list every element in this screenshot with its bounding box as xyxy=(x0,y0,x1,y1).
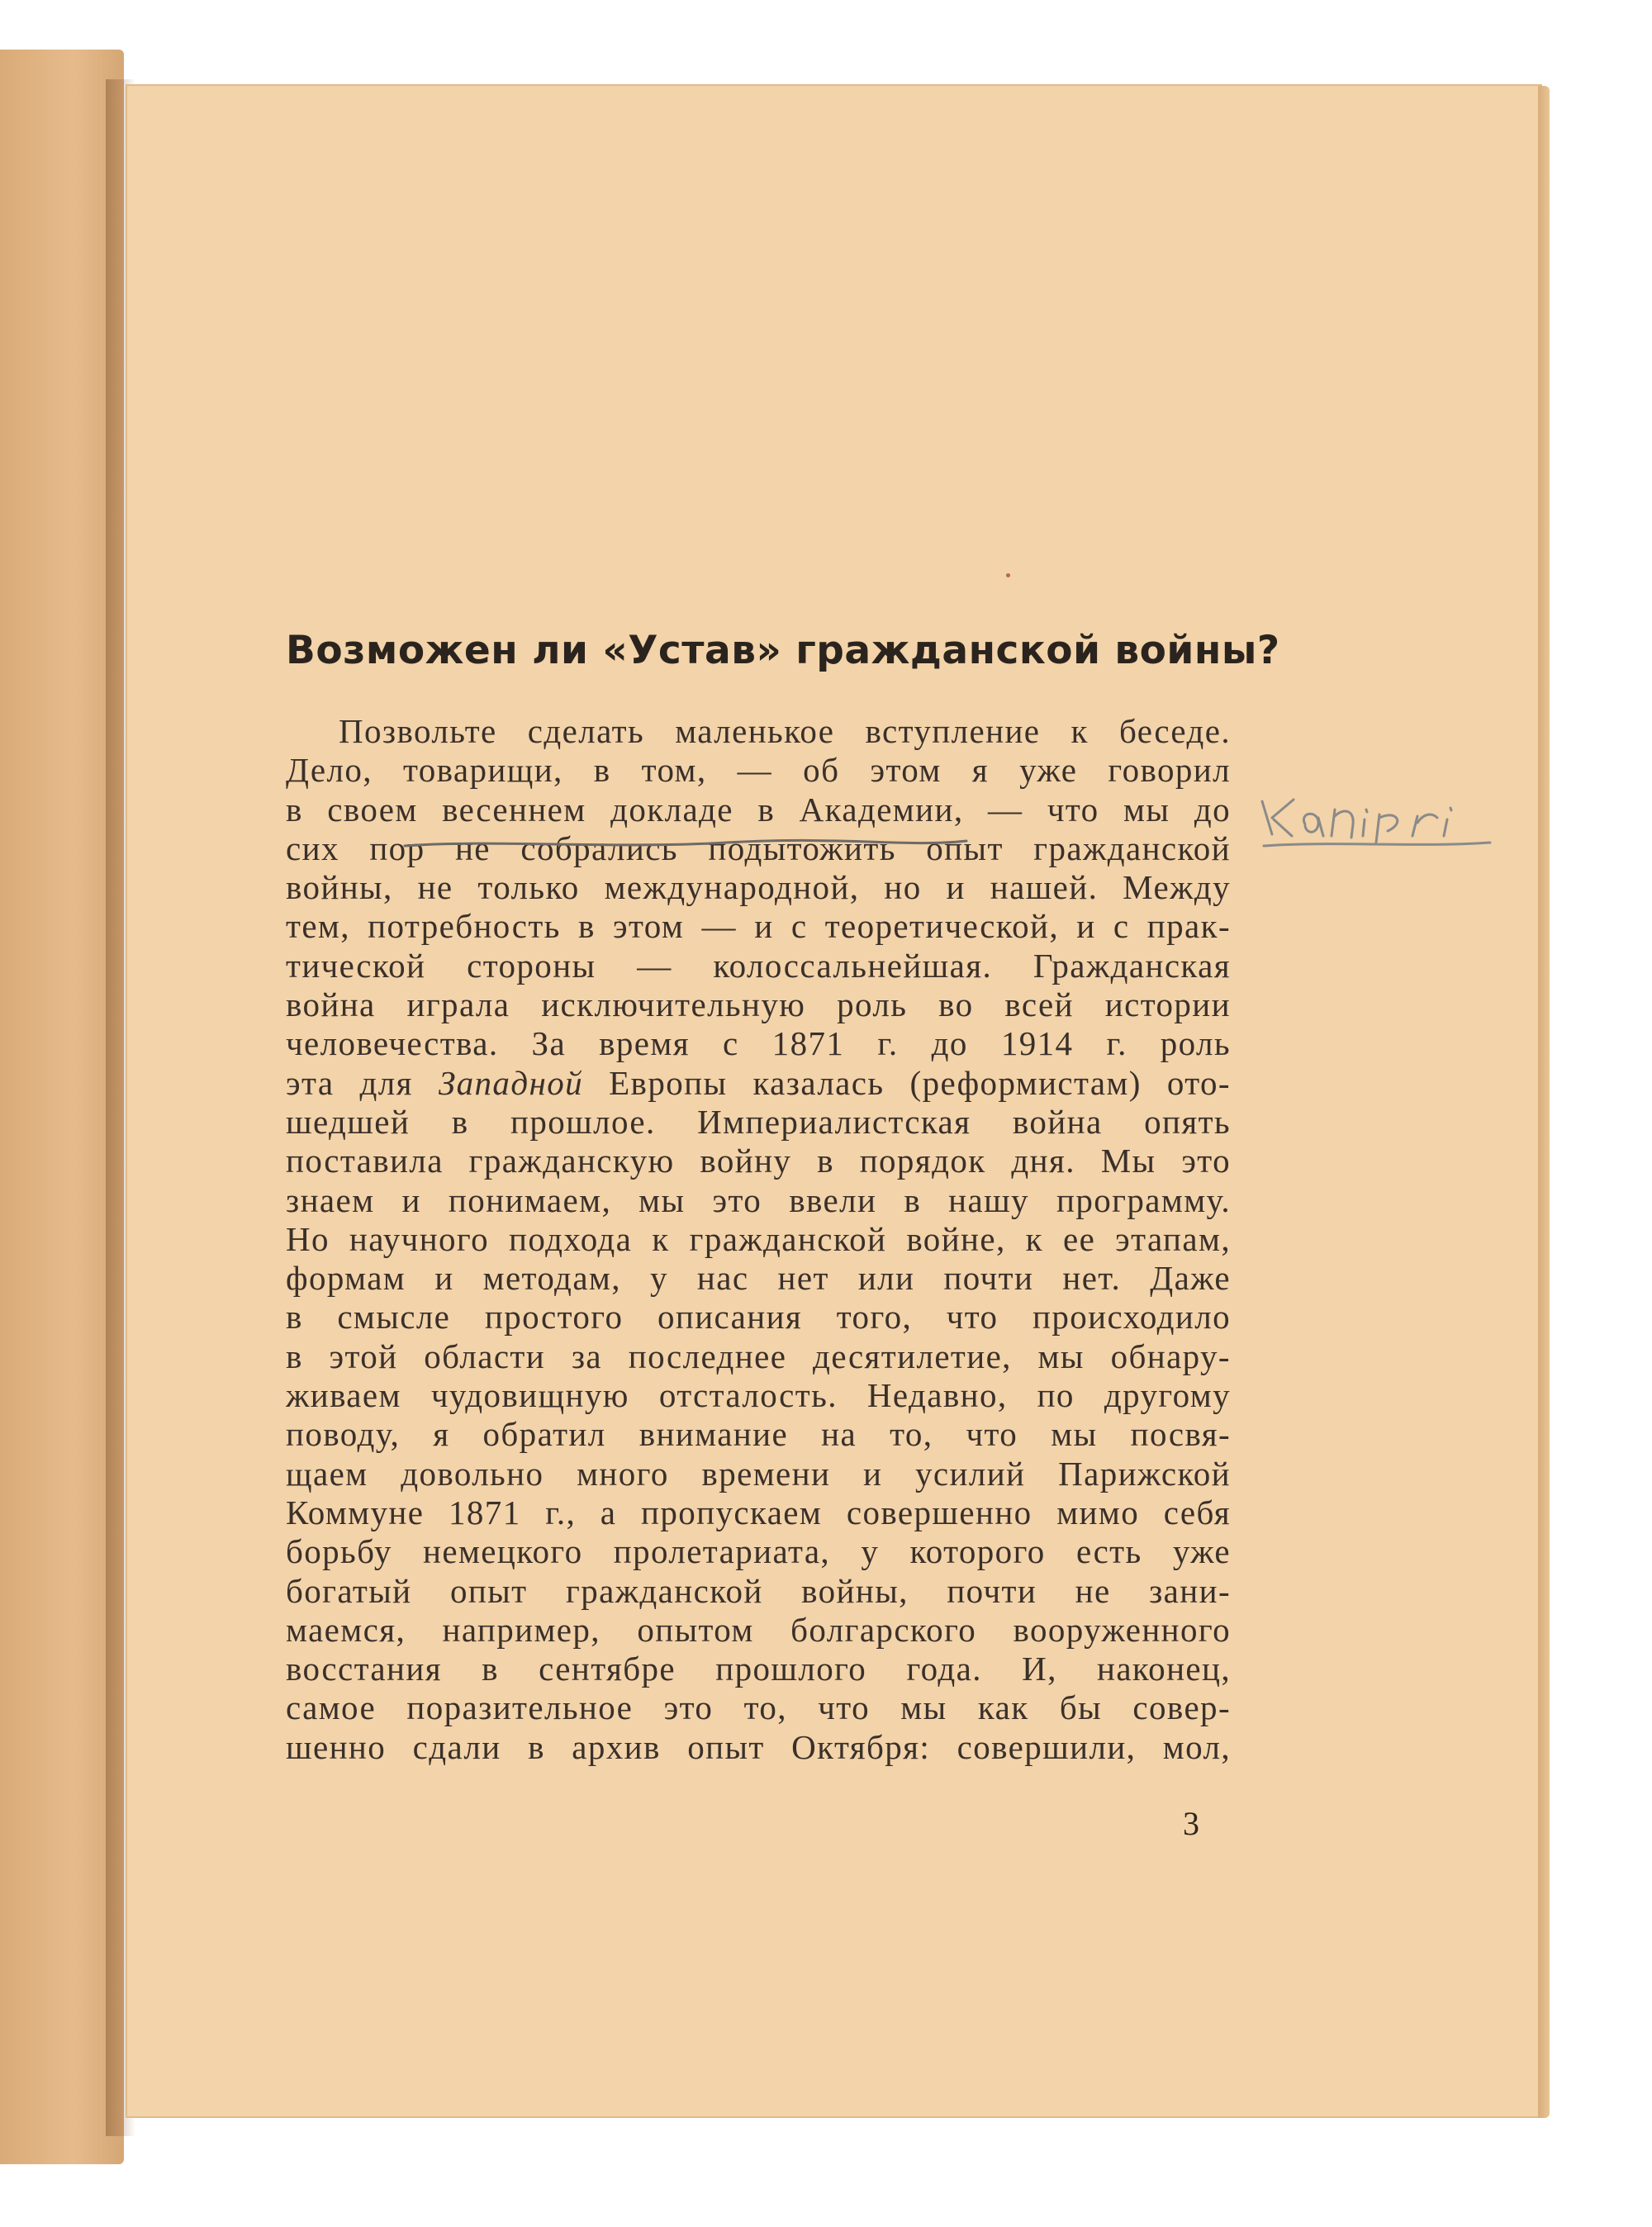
page-number: 3 xyxy=(1183,1805,1199,1842)
text-line: самое поразительное это то, что мы как бы совер- xyxy=(286,1688,1231,1727)
text-fragment: Европы казалась (реформистам) ото- xyxy=(609,1063,1231,1102)
text-line: Позвольте сделать маленькое вступление к беседе. xyxy=(339,712,1231,750)
text-line: тем, потребность в этом — и с теоретической, и с прак- xyxy=(286,907,1231,946)
page-edge xyxy=(1538,86,1550,2118)
text-line: шенно сдали в архив опыт Октября: совершили, мол, xyxy=(286,1727,1231,1766)
text-line: война играла исключительную роль во всей истории xyxy=(286,985,1231,1024)
text-line: войны, не только международной, но и нашей. Между xyxy=(286,868,1231,907)
text-line: сих пор не собрались подытожить опыт гражданской xyxy=(286,829,1231,867)
text-line: щаем довольно много времени и усилий Парижской xyxy=(286,1454,1231,1493)
text-line: живаем чудовищную отсталость. Недавно, по другому xyxy=(286,1376,1231,1415)
text-line: борьбу немецкого пролетариата, у которого есть уже xyxy=(286,1532,1231,1571)
text-line: тической стороны — колоссальнейшая. Гражданская xyxy=(286,946,1231,985)
text-line: в своем весеннем докладе в Академии, — что мы до xyxy=(286,790,1231,829)
chapter-heading: Возможен ли «Устав» гражданской войны? xyxy=(286,628,1280,673)
text-line: Но научного подхода к гражданской войне, к ее этапам, xyxy=(286,1219,1231,1258)
text-line: поводу, я обратил внимание на то, что мы посвя- xyxy=(286,1415,1231,1454)
text-line: Дело, товарищи, в том, — об этом я уже говорил xyxy=(286,751,1231,790)
italic-word: Западной xyxy=(438,1063,584,1102)
text-line: поставила гражданскую войну в порядок дня. Мы это xyxy=(286,1142,1231,1180)
body-text xyxy=(286,712,1231,1767)
text-fragment: эта для xyxy=(286,1063,413,1102)
text-line: маемся, например, опытом болгарского вооруженного xyxy=(286,1610,1231,1649)
text-line: в этой области за последнее десятилетие, мы обнару- xyxy=(286,1337,1231,1375)
paper-speck xyxy=(1006,573,1010,577)
pencil-underline xyxy=(396,828,975,861)
text-line: Коммуне 1871 г., а пропускаем совершенно мимо себя xyxy=(286,1493,1231,1531)
text-line: формам и методам, у нас нет или почти нет. Даже xyxy=(286,1259,1231,1298)
text-line: знаем и понимаем, мы это ввели в нашу программу. xyxy=(286,1180,1231,1219)
text-line: шедшей в прошлое. Империалистская война опять xyxy=(286,1102,1231,1141)
text-line-with-italic xyxy=(286,1064,1231,1103)
text-line: человечества. За время с 1871 г. до 1914 г. роль xyxy=(286,1024,1231,1063)
text-line: восстания в сентябре прошлого года. И, наконец, xyxy=(286,1650,1231,1688)
text-line: в смысле простого описания того, что происходило xyxy=(286,1298,1231,1337)
handwritten-margin-note xyxy=(1256,776,1495,851)
text-line: богатый опыт гражданской войны, почти не зани- xyxy=(286,1571,1231,1610)
